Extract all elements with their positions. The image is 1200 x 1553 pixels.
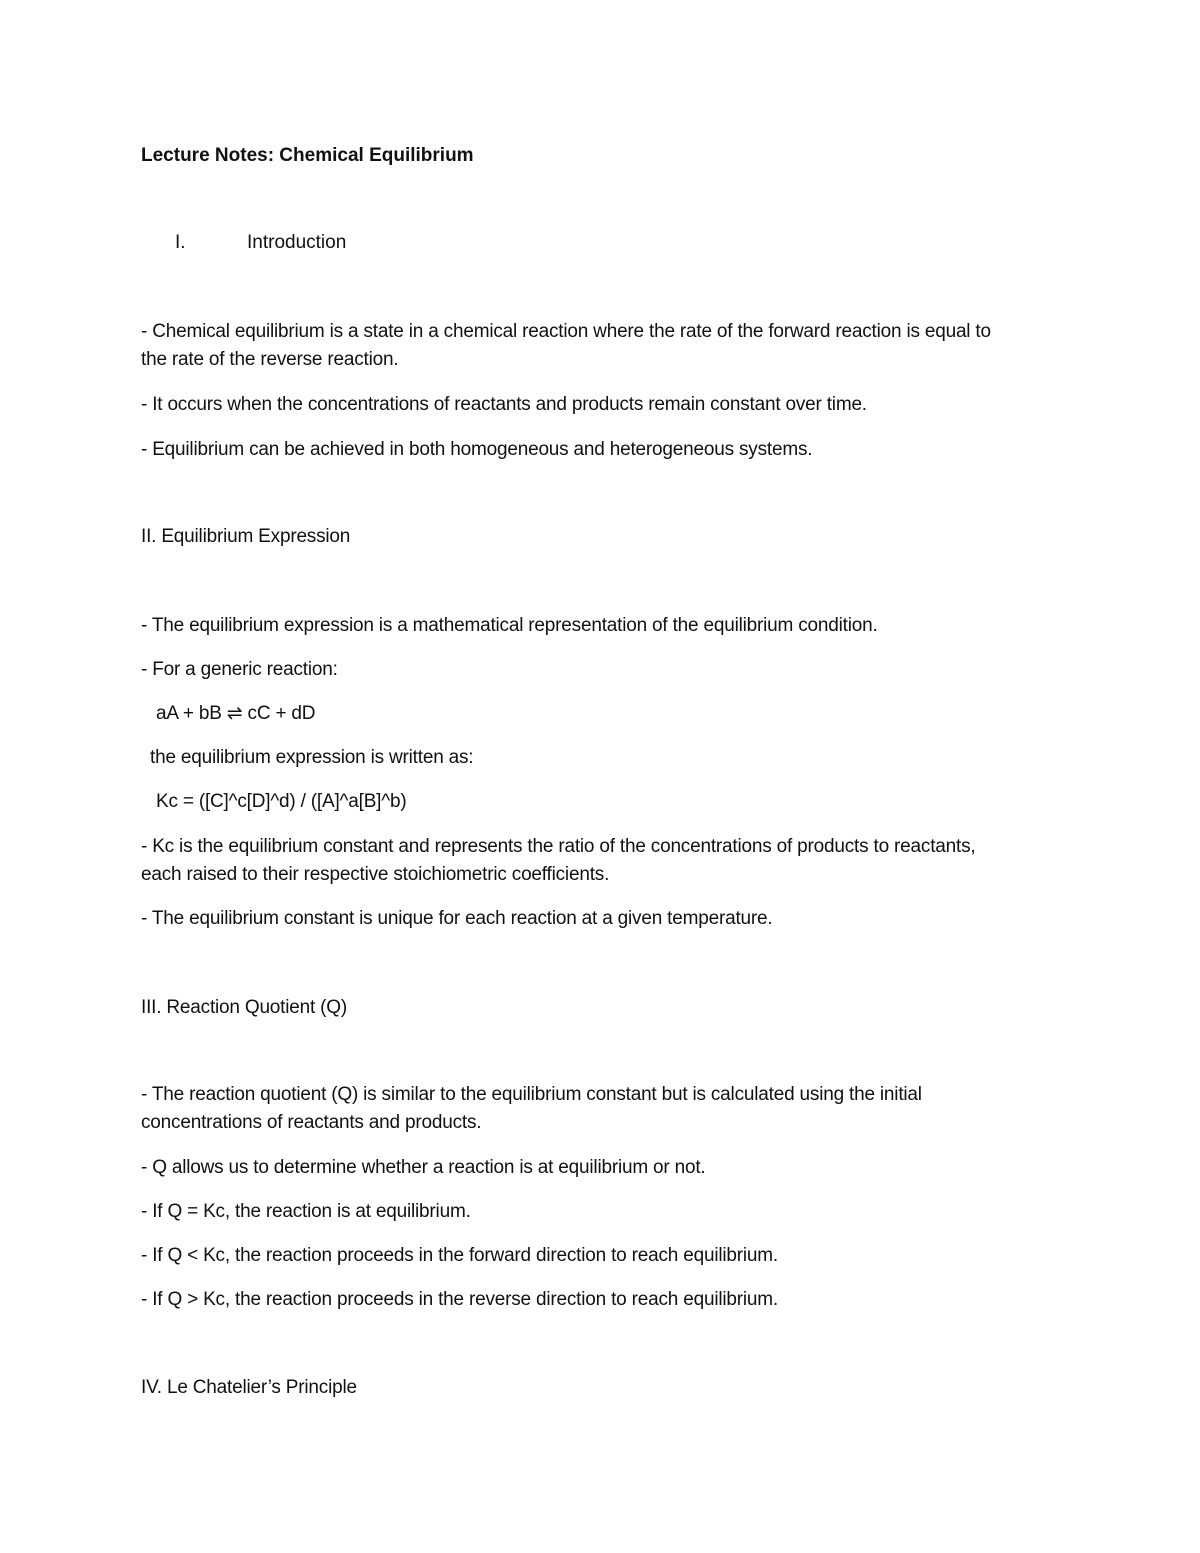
kc-formula: Kc = ([C]^c[D]^d) / ([A]^a[B]^b)	[156, 791, 407, 812]
paragraph-line: - Chemical equilibrium is a state in a chemical reaction where the rate of the forward reaction is equal to	[141, 321, 991, 342]
paragraph-line: - Q allows us to determine whether a reaction is at equilibrium or not.	[141, 1157, 706, 1178]
paragraph-line: concentrations of reactants and products.	[141, 1112, 482, 1133]
paragraph-line: - For a generic reaction:	[141, 659, 338, 680]
paragraph-line: the equilibrium expression is written as:	[150, 747, 474, 768]
section-2-heading: II. Equilibrium Expression	[141, 526, 351, 547]
reaction-equation: aA + bB ⇌ cC + dD	[156, 703, 316, 724]
paragraph-line: the rate of the reverse reaction.	[141, 349, 399, 370]
paragraph-line: - It occurs when the concentrations of reactants and products remain constant over time.	[141, 394, 867, 415]
paragraph-line: - Equilibrium can be achieved in both homogeneous and heterogeneous systems.	[141, 439, 813, 460]
section-1-heading: Introduction	[247, 232, 347, 253]
paragraph-line: - The equilibrium expression is a mathematical representation of the equilibrium condition.	[141, 615, 878, 636]
paragraph-line: - Kc is the equilibrium constant and represents the ratio of the concentrations of products to reactants,	[141, 836, 976, 857]
paragraph-line: - If Q > Kc, the reaction proceeds in the reverse direction to reach equilibrium.	[141, 1289, 778, 1310]
paragraph-line: - The reaction quotient (Q) is similar to the equilibrium constant but is calculated using the initial	[141, 1084, 922, 1105]
paragraph-line: each raised to their respective stoichiometric coefficients.	[141, 864, 610, 885]
section-1-numeral: I.	[175, 232, 186, 253]
paragraph-line: - If Q < Kc, the reaction proceeds in the forward direction to reach equilibrium.	[141, 1245, 778, 1266]
paragraph-line: - The equilibrium constant is unique for each reaction at a given temperature.	[141, 908, 773, 929]
paragraph-line: - If Q = Kc, the reaction is at equilibrium.	[141, 1201, 471, 1222]
section-3-heading: III. Reaction Quotient (Q)	[141, 997, 347, 1018]
page-title: Lecture Notes: Chemical Equilibrium	[141, 145, 474, 166]
section-4-heading: IV. Le Chatelier’s Principle	[141, 1377, 357, 1398]
